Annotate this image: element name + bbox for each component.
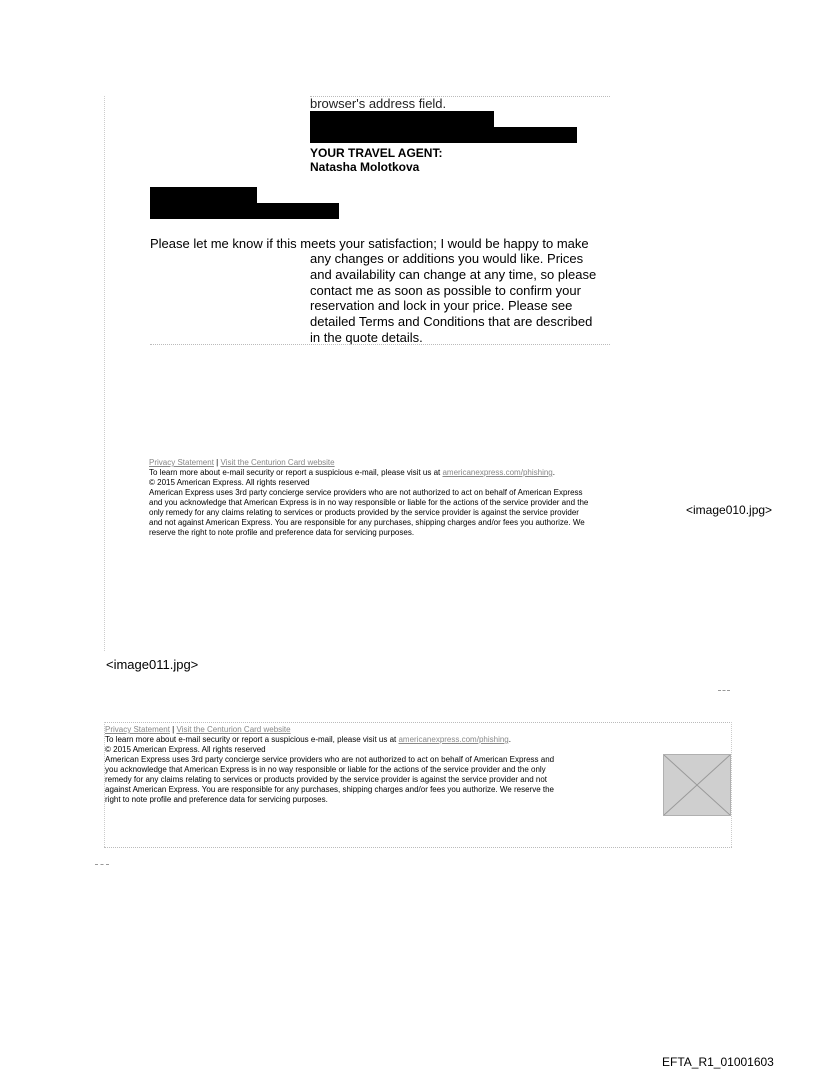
image011-placeholder: <image011.jpg> (106, 657, 199, 672)
broken-image-icon (663, 754, 731, 816)
disclaimer-line: reserve the right to note profile and preference data for servicing purposes. (149, 528, 415, 537)
image010-placeholder: <image010.jpg> (686, 503, 773, 517)
message-line: in the quote details. (310, 329, 423, 345)
phishing-link[interactable]: americanexpress.com/phishing (442, 468, 553, 477)
privacy-statement-link[interactable]: Privacy Statement (149, 458, 214, 467)
disclaimer-line: you acknowledge that American Express is in no way responsible or liable for the actions of the service provider and the only (105, 765, 546, 774)
disclaimer-line: remedy for any claims relating to services or products provided by the service provider is against the service provider and not (105, 775, 547, 784)
link-separator: | (172, 725, 175, 734)
footer-2: Privacy Statement | Visit the Centurion Card website To learn more about e-mail security or report a suspicious e-mail, please visit us at americanexpress.com/phishing. © 2015 American Express. All rights reserved American Express uses 3rd party concierge service providers who are not authorized to act on behalf of American Express and you acknowledge that American Express is in no way responsible or liable for the actions of the service provider and the only remedy for any claims relating to services or products provided by the service provider is against the service provider and not against American Express. You are responsible for any purchases, shipping charges and/or fees you authorize. We reserve the right to note profile and preference data for servicing purposes. (105, 725, 660, 805)
disclaimer-line: only remedy for any claims relating to services or products provided by the service provider is against the service provider (149, 508, 579, 517)
message-line: reservation and lock in your price. Please see (310, 298, 573, 314)
message-body (310, 251, 610, 346)
disclaimer-line: right to note profile and preference data for servicing purposes. (105, 795, 328, 804)
disclaimer-line: and not against American Express. You are responsible for any purchases, shipping charges and/or fees you authorize. We (149, 518, 585, 527)
footer-1: Privacy Statement | Visit the Centurion Card website To learn more about e-mail security or report a suspicious e-mail, please visit us at americanexpress.com/phishing. © 2015 American Express. All rights reserved American Express uses 3rd party concierge service providers who are not authorized to act on behalf of American Express and you acknowledge that American Express is in no way responsible or liable for the actions of the service provider and the only remedy for any claims relating to services or products provided by the service provider is against the service provider and not against American Express. You are responsible for any purchases, shipping charges and/or fees you authorize. We reserve the right to note profile and preference data for servicing purposes. (149, 458, 689, 538)
disclaimer-line: American Express uses 3rd party concierge service providers who are not authorized to act on behalf of American Express and (105, 755, 555, 764)
copyright: © 2015 American Express. All rights reserved (105, 745, 266, 754)
message-divider (150, 344, 610, 345)
small-mark (95, 864, 109, 865)
agent-heading: YOUR TRAVEL AGENT: (310, 146, 443, 160)
disclaimer-line: against American Express. You are responsible for any purchases, shipping charges and/or fees you authorize. We reserve the (105, 785, 554, 794)
phishing-link[interactable]: americanexpress.com/phishing (398, 735, 509, 744)
security-text: To learn more about e-mail security or report a suspicious e-mail, please visit us at (105, 735, 397, 744)
message-line: and availability can change at any time, so please (310, 266, 597, 282)
message-line: any changes or additions you would like. Prices (310, 251, 584, 266)
bates-number: EFTA_R1_01001603 (662, 1055, 774, 1069)
disclaimer-line: and you acknowledge that American Express is in no way responsible or liable for the actions of the service provider and the (149, 498, 589, 507)
copyright: © 2015 American Express. All rights reserved (149, 478, 310, 487)
message-first-line: Please let me know if this meets your satisfaction; I would be happy to make (150, 236, 589, 251)
centurion-card-link[interactable]: Visit the Centurion Card website (220, 458, 335, 467)
left-border (104, 96, 105, 651)
footer-2-top-border (104, 722, 732, 723)
message-line: contact me as soon as possible to confirm your (310, 282, 581, 298)
redaction-block (150, 187, 257, 203)
message-line: detailed Terms and Conditions that are described (310, 314, 593, 330)
redaction-block (310, 127, 577, 143)
footer-2-bottom-border (104, 847, 732, 848)
address-field-text: browser's address field. (310, 96, 447, 111)
agent-name: Natasha Molotkova (310, 160, 420, 174)
centurion-card-link[interactable]: Visit the Centurion Card website (176, 725, 291, 734)
redaction-block (310, 111, 494, 127)
redaction-block (150, 203, 339, 219)
security-text: To learn more about e-mail security or report a suspicious e-mail, please visit us at (149, 468, 441, 477)
disclaimer-line: American Express uses 3rd party concierge service providers who are not authorized to act on behalf of American Express (149, 488, 583, 497)
small-divider (718, 690, 730, 691)
privacy-statement-link[interactable]: Privacy Statement (105, 725, 170, 734)
link-separator: | (216, 458, 219, 467)
footer-2-right-border (731, 722, 732, 847)
